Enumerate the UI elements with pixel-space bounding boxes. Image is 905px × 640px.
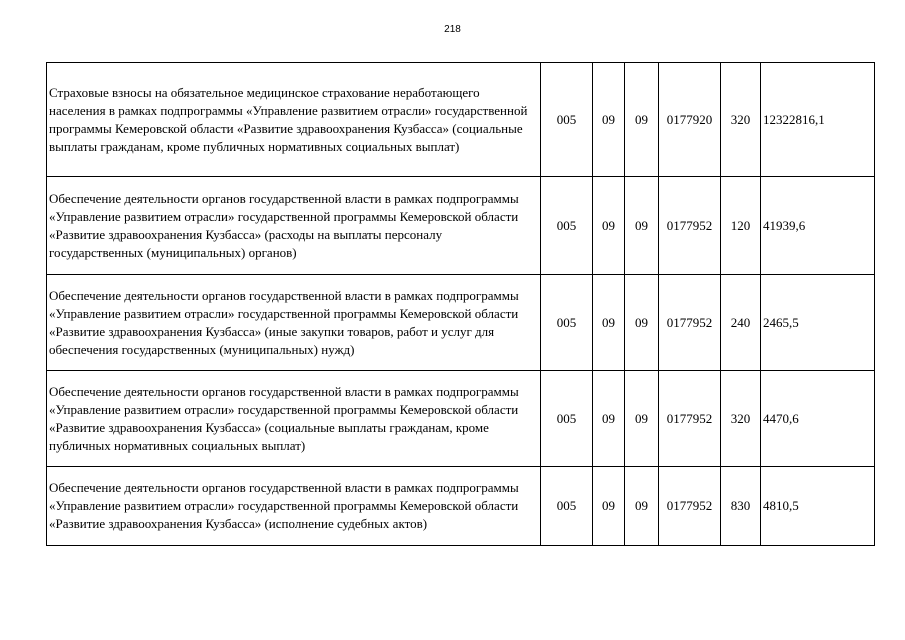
section-code: 09 [593, 467, 625, 546]
subsection-code: 09 [625, 371, 659, 467]
subsection-code: 09 [625, 63, 659, 177]
expense-type-code: 320 [721, 63, 761, 177]
amount: 41939,6 [761, 177, 875, 275]
amount: 4810,5 [761, 467, 875, 546]
amount: 2465,5 [761, 275, 875, 371]
row-description: Обеспечение деятельности органов государственной власти в рамках подпрограммы «Управление развитием отрасли» государственной программы Кемеровской области «Развитие здравоохранения Кузбасса» (расходы на выплаты персоналу государственных (муниципальных) органов) [47, 177, 541, 275]
subsection-code: 09 [625, 275, 659, 371]
target-article-code: 0177952 [659, 177, 721, 275]
department-code: 005 [541, 275, 593, 371]
section-code: 09 [593, 371, 625, 467]
department-code: 005 [541, 63, 593, 177]
section-code: 09 [593, 63, 625, 177]
target-article-code: 0177952 [659, 467, 721, 546]
table-row [47, 275, 875, 371]
table-row [47, 467, 875, 546]
section-code: 09 [593, 275, 625, 371]
budget-table [46, 62, 875, 546]
row-description: Обеспечение деятельности органов государственной власти в рамках подпрограммы «Управление развитием отрасли» государственной программы Кемеровской области «Развитие здравоохранения Кузбасса» (иные закупки товаров, работ и услуг для обеспечения государственных (муниципальных) нужд) [47, 275, 541, 371]
department-code: 005 [541, 467, 593, 546]
row-description: Страховые взносы на обязательное медицинское страхование неработающего населения в рамках подпрограммы «Управление развитием отрасли» государственной программы Кемеровской области «Развитие здравоохранения Кузбасса» (социальные выплаты гражданам, кроме публичных нормативных социальных выплат) [47, 63, 541, 177]
row-description: Обеспечение деятельности органов государственной власти в рамках подпрограммы «Управление развитием отрасли» государственной программы Кемеровской области «Развитие здравоохранения Кузбасса» (исполнение судебных актов) [47, 467, 541, 546]
table-row [47, 371, 875, 467]
target-article-code: 0177952 [659, 275, 721, 371]
amount: 12322816,1 [761, 63, 875, 177]
target-article-code: 0177952 [659, 371, 721, 467]
department-code: 005 [541, 371, 593, 467]
subsection-code: 09 [625, 177, 659, 275]
expense-type-code: 240 [721, 275, 761, 371]
row-description: Обеспечение деятельности органов государственной власти в рамках подпрограммы «Управление развитием отрасли» государственной программы Кемеровской области «Развитие здравоохранения Кузбасса» (социальные выплаты гражданам, кроме публичных нормативных социальных выплат) [47, 371, 541, 467]
subsection-code: 09 [625, 467, 659, 546]
page-number: 218 [444, 24, 461, 35]
table-row [47, 177, 875, 275]
table-row [47, 63, 875, 177]
section-code: 09 [593, 177, 625, 275]
expense-type-code: 120 [721, 177, 761, 275]
department-code: 005 [541, 177, 593, 275]
amount: 4470,6 [761, 371, 875, 467]
target-article-code: 0177920 [659, 63, 721, 177]
expense-type-code: 320 [721, 371, 761, 467]
expense-type-code: 830 [721, 467, 761, 546]
